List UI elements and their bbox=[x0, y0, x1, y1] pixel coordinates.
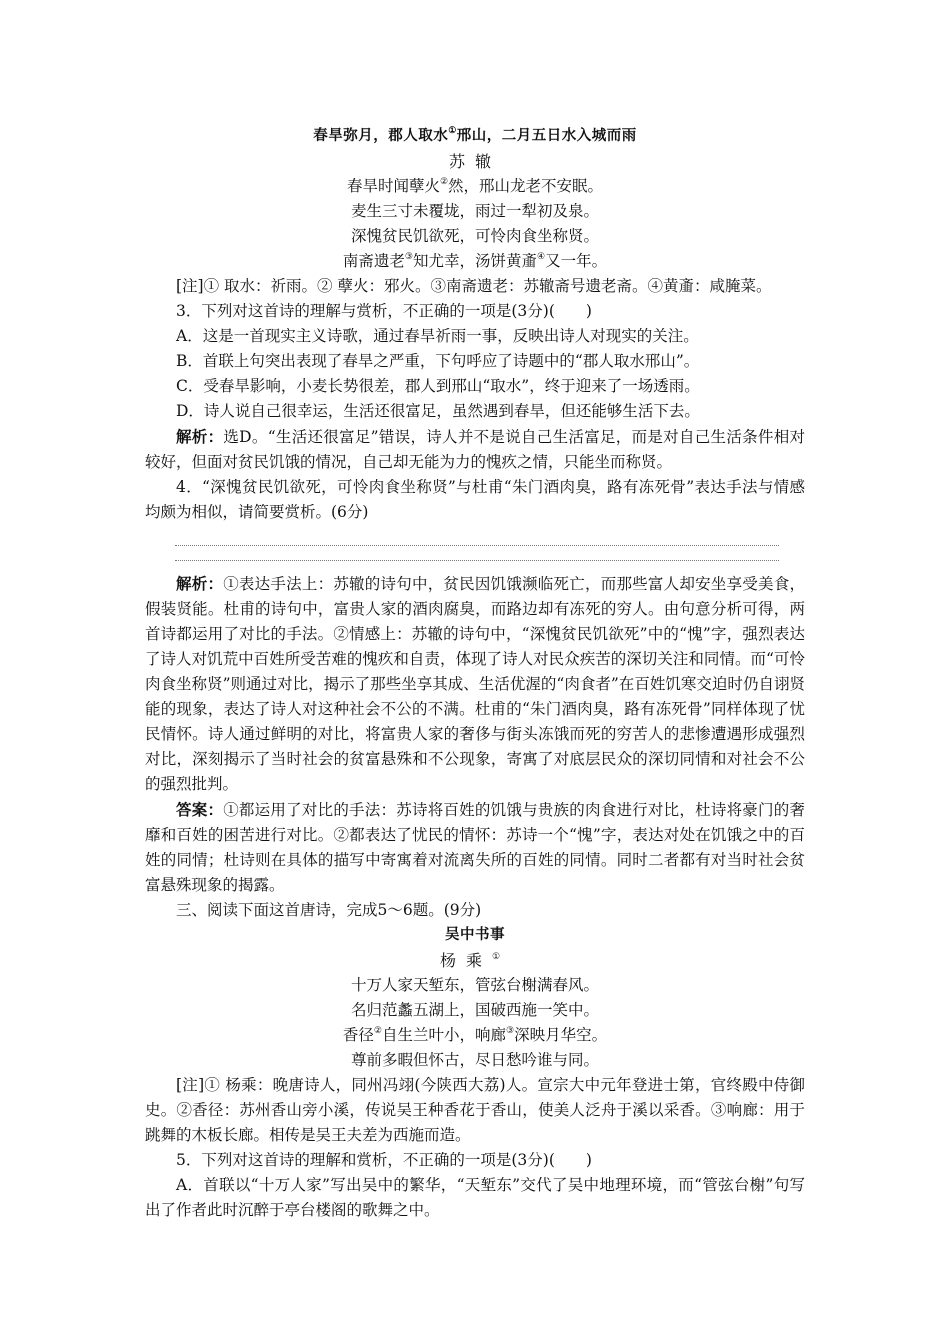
poem1-line bbox=[145, 174, 805, 199]
analysis-label: 解析： bbox=[176, 427, 224, 446]
poem1-title-part: 春旱弥月，郡人取水 bbox=[313, 127, 449, 144]
answer-line[interactable] bbox=[175, 533, 779, 546]
poem-text: 自生兰叶小，响廊 bbox=[381, 1026, 506, 1044]
q3-stem: 3．下列对这首诗的理解与赏析，不正确的一项是(3分)( ) bbox=[176, 302, 592, 320]
document-content bbox=[145, 124, 805, 1223]
footnote-mark: ③ bbox=[404, 252, 413, 262]
poem1-title bbox=[145, 124, 805, 148]
poem-text: 春旱时闻孽火 bbox=[346, 177, 440, 195]
poem1-line bbox=[145, 249, 805, 274]
q4-answer bbox=[145, 797, 805, 898]
poem2-line: 尊前多暇但怀古，尽日愁吟谁与同。 bbox=[350, 1051, 599, 1069]
poem1-line: 麦生三寸未覆垅，雨过一犁初及泉。 bbox=[350, 202, 599, 220]
section3-heading: 三、阅读下面这首唐诗，完成5～6题。(9分) bbox=[176, 901, 482, 919]
poem2-line: 名归范蠡五湖上，国破西施一笑中。 bbox=[350, 1001, 599, 1019]
answer-label: 答案： bbox=[176, 800, 224, 819]
footnote-mark: ③ bbox=[506, 1026, 515, 1036]
q5-stem: 5．下列对这首诗的理解和赏析，不正确的一项是(3分)( ) bbox=[176, 1151, 592, 1169]
footnote-mark: ② bbox=[439, 177, 449, 187]
q5-option-a: A．首联以“十万人家”写出吴中的繁华，“天堑东”交代了吴中地理环境，而“管弦台榭”句写出了作者此时沉醉于亭台楼阁的歌舞之中。 bbox=[145, 1176, 805, 1219]
poem2-note: [注]① 杨乘：晚唐诗人，同州冯翊(今陕西大荔)人。宣宗大中元年登进士第，官终殿中侍御史。②香径：苏州香山旁小溪，传说吴王种香花于香山，使美人泛舟于溪以采香。③响廊：用于跳舞的木板长廊。相传是吴王夫差为西施而造。 bbox=[145, 1076, 805, 1144]
footnote-mark: ② bbox=[373, 1026, 382, 1036]
q3-analysis bbox=[145, 424, 805, 475]
poem-text: 然，邢山龙老不安眠。 bbox=[448, 177, 604, 195]
answer-line[interactable] bbox=[175, 548, 779, 561]
poem2-title: 吴中书事 bbox=[445, 926, 505, 943]
poem-text: 知尤幸，汤饼黄齑 bbox=[412, 252, 537, 270]
poem-text: 香径 bbox=[342, 1026, 374, 1044]
q4-analysis bbox=[145, 571, 805, 797]
analysis-text: ①表达手法上：苏辙的诗句中，贫民因饥饿濒临死亡，而那些富人却安坐享受美食，假装贤能。杜甫的诗句中，富贵人家的酒肉腐臭，而路边却有冻死的穷人。由句意分析可得，两首诗都运用了对比的手法。②情感上：苏辙的诗句中，“深愧贫民饥欲死”中的“愧”字，强烈表达了诗人对饥荒中百姓所受苦难的愧疚和自责，体现了诗人对民众疾苦的深切关注和同情。而“可怜肉食坐称贤”则通过对比，揭示了那些坐享其成、生活优渥的“肉食者”在百姓饥寒交迫时仍自诩贤能的现象，表达了诗人对这种社会不公的不满。杜甫的“朱门酒肉臭，路有冻死骨”同样体现了忧民情怀。诗人通过鲜明的对比，将富贵人家的奢侈与街头冻饿而死的穷苦人的悲惨遭遇形成强烈对比，深刻揭示了当时社会的贫富悬殊和不公现象，寄寓了对底层民众的深切同情和对社会不公的强烈批判。 bbox=[145, 575, 805, 793]
poem2-author bbox=[145, 949, 805, 973]
poem1-note: [注]① 取水：祈雨。② 孽火：邪火。③南斋遗老：苏辙斋号遗老斋。④黄齑：咸腌菜。 bbox=[176, 277, 772, 295]
poem-text: 又一年。 bbox=[545, 252, 608, 270]
poem-text: 深映月华空。 bbox=[514, 1026, 608, 1044]
footnote-mark: ① bbox=[491, 952, 511, 962]
q4-stem: 4．“深愧贫民饥欲死，可怜肉食坐称贤”与杜甫“朱门酒肉臭，路有冻死骨”表达手法与情感均颇为相似，请简要赏析。(6分) bbox=[145, 478, 805, 521]
q3-option-c: C．受春旱影响，小麦长势很差，郡人到邢山“取水”，终于迎来了一场透雨。 bbox=[176, 377, 700, 395]
poem1-title-part: 邢山，二月五日水入城而雨 bbox=[456, 127, 637, 144]
q3-option-d: D．诗人说自己很幸运，生活还很富足，虽然遇到春旱，但还能够生活下去。 bbox=[176, 402, 700, 420]
q3-option-b: B．首联上句突出表现了春旱之严重，下句呼应了诗题中的“郡人取水邢山”。 bbox=[176, 352, 700, 370]
analysis-label: 解析： bbox=[176, 574, 224, 593]
poem2-line bbox=[145, 1023, 805, 1048]
poem1-author: 苏辙 bbox=[448, 152, 501, 171]
q3-option-a: A．这是一首现实主义诗歌，通过春旱祈雨一事，反映出诗人对现实的关注。 bbox=[176, 327, 699, 345]
footnote-mark: ① bbox=[448, 126, 457, 136]
poem-text: 南斋遗老 bbox=[342, 252, 405, 270]
answer-text: ①都运用了对比的手法：苏诗将百姓的饥饿与贵族的肉食进行对比，杜诗将豪门的奢靡和百姓的困苦进行对比。②都表达了忧民的情怀：苏诗一个“愧”字，表达对处在饥饿之中的百姓的同情；杜诗则在具体的描写中寄寓着对流离失所的百姓的同情。同时二者都有对当时社会贫富悬殊现象的揭露。 bbox=[145, 801, 805, 894]
footnote-mark: ④ bbox=[537, 252, 546, 262]
author-name: 杨乘 bbox=[439, 951, 492, 970]
poem2-line: 十万人家天堑东，管弦台榭满春风。 bbox=[350, 976, 599, 994]
poem1-line: 深愧贫民饥欲死，可怜肉食坐称贤。 bbox=[350, 227, 599, 245]
analysis-text: 选D。“生活还很富足”错误，诗人并不是说自己生活富足，而是对自己生活条件相对较好，但面对贫民饥饿的情况，自己却无能为力的愧疚之情，只能坐而称贤。 bbox=[145, 428, 805, 471]
